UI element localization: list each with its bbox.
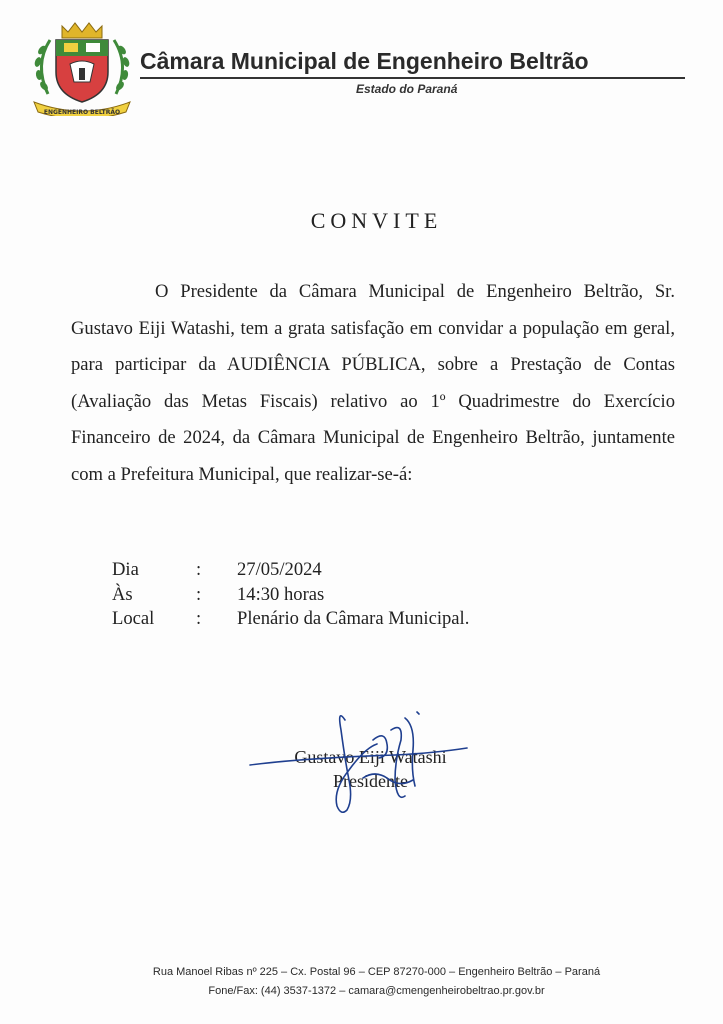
document-title: CONVITE (310, 208, 443, 233)
page-title: Câmara Municipal de Engenheiro Beltrão (140, 48, 589, 74)
page-footer (0, 963, 723, 1001)
detail-row-day (112, 558, 469, 583)
detail-row-location (112, 607, 469, 632)
detail-separator: : (196, 583, 202, 605)
signer-name: Gustavo Eiji Watashi (294, 747, 447, 767)
footer-contact: Fone/Fax: (44) 3537-1372 – camara@cmengenheirobeltrao.pr.gov.br (208, 985, 545, 997)
signer-role: Presidente (333, 771, 408, 791)
handwritten-signature (245, 700, 475, 820)
body-text: O Presidente da Câmara Municipal de Engenheiro Beltrão, Sr. Gustavo Eiji Watashi, tem a grata satisfação em convidar a população em geral, para participar da AUDIÊNCIA PÚBLICA, sobre a Prestação de Contas (Avaliação das Metas Fiscais) relativo ao 1º Quadrimestre do Exercício Financeiro de 2024, da Câmara Municipal de Engenheiro Beltrão, juntamente com a Prefeitura Municipal, que realizar-se-á: (71, 281, 675, 485)
detail-value: 27/05/2024 (237, 559, 322, 580)
footer-address: Rua Manoel Ribas nº 225 – Cx. Postal 96 – CEP 87270-000 – Engenheiro Beltrão – Paraná (152, 966, 601, 978)
detail-label: Dia (112, 559, 139, 580)
body-paragraph (71, 274, 675, 494)
detail-label: Local (112, 608, 155, 629)
header-divider (140, 77, 685, 79)
crest-ribbon-text: ENGENHEIRO BELTRÃO (43, 109, 121, 116)
detail-value: 14:30 horas (237, 583, 325, 605)
detail-row-time (112, 583, 469, 608)
detail-separator: : (196, 559, 202, 580)
detail-value: Plenário da Câmara Municipal. (237, 608, 470, 629)
municipal-coat-of-arms-icon (28, 20, 136, 116)
page-subtitle: Estado do Paraná (356, 82, 458, 96)
detail-label: Às (112, 583, 133, 605)
detail-separator: : (196, 608, 202, 629)
event-details (112, 558, 469, 632)
